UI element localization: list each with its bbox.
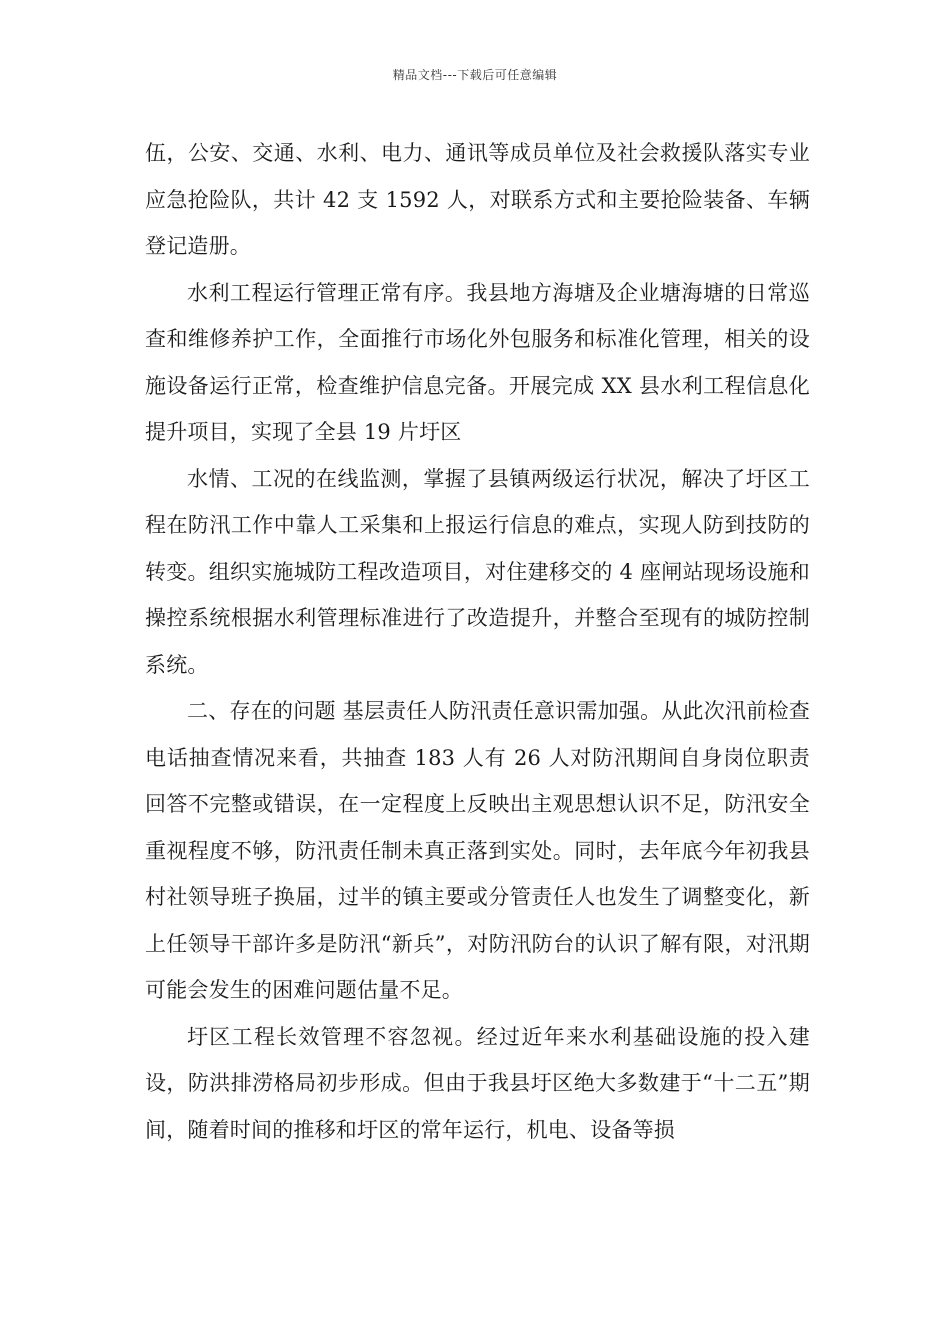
paragraph-existing-problems: 二、存在的问题 基层责任人防汛责任意识需加强。从此次汛前检查电话抽查情况来看，共抽查 183 人有 26 人对防汛期间自身岗位职责 回答不完整或错误，在一定程度上反映出主观思想认识不足，防汛安全重视程度不够，防汛责任制未真正落到实处。同时，去年底今年初我县村社领导班子换届，过半的镇主要或分管责任人也发生了调整变化，新上任领导干部许多是防汛“新兵”，对防汛防台的认识了解有限，对汛期可能会发生的困难问题估量不足。 xyxy=(145,699,810,1002)
page-header-watermark: 精品文档---下载后可任意编辑 xyxy=(392,68,558,82)
paragraph-water-management: 水利工程运行管理正常有序。我县地方海塘及企业塘海塘的日常巡查和维修养护工作，全面推行市场化外包服务和标准化管理，相关的设施设备运行正常，检查维护信息完备。开展完成 XX 县水利工程信息化提升项目，实现了全县 19 片圩区 xyxy=(145,280,810,444)
document-body xyxy=(145,130,810,1153)
paragraph-continuation: 伍，公安、交通、水利、电力、通讯等成员单位及社会救援队落实专业应急抢险队，共计 42 支 1592 人，对联系方式和主要抢险装备、车辆登记造册。 xyxy=(145,141,810,258)
paragraph-polder-management: 圩区工程长效管理不容忽视。经过近年来水利基础设施的投入建设，防洪排涝格局初步形成。但由于我县圩区绝大多数建于“十二五”期间，随着时间的推移和圩区的常年运行，机电、设备等损 xyxy=(145,1024,810,1142)
paragraph-monitoring: 水情、工况的在线监测，掌握了县镇两级运行状况，解决了圩区工程在防汛工作中靠人工采集和上报运行信息的难点，实现人防到技防的转变。组织实施城防工程改造项目，对住建移交的 4 座闸站现场设施和操控系统根据水利管理标准进行了改造提升，并整合至现有的城防控制系统。 xyxy=(145,466,810,677)
